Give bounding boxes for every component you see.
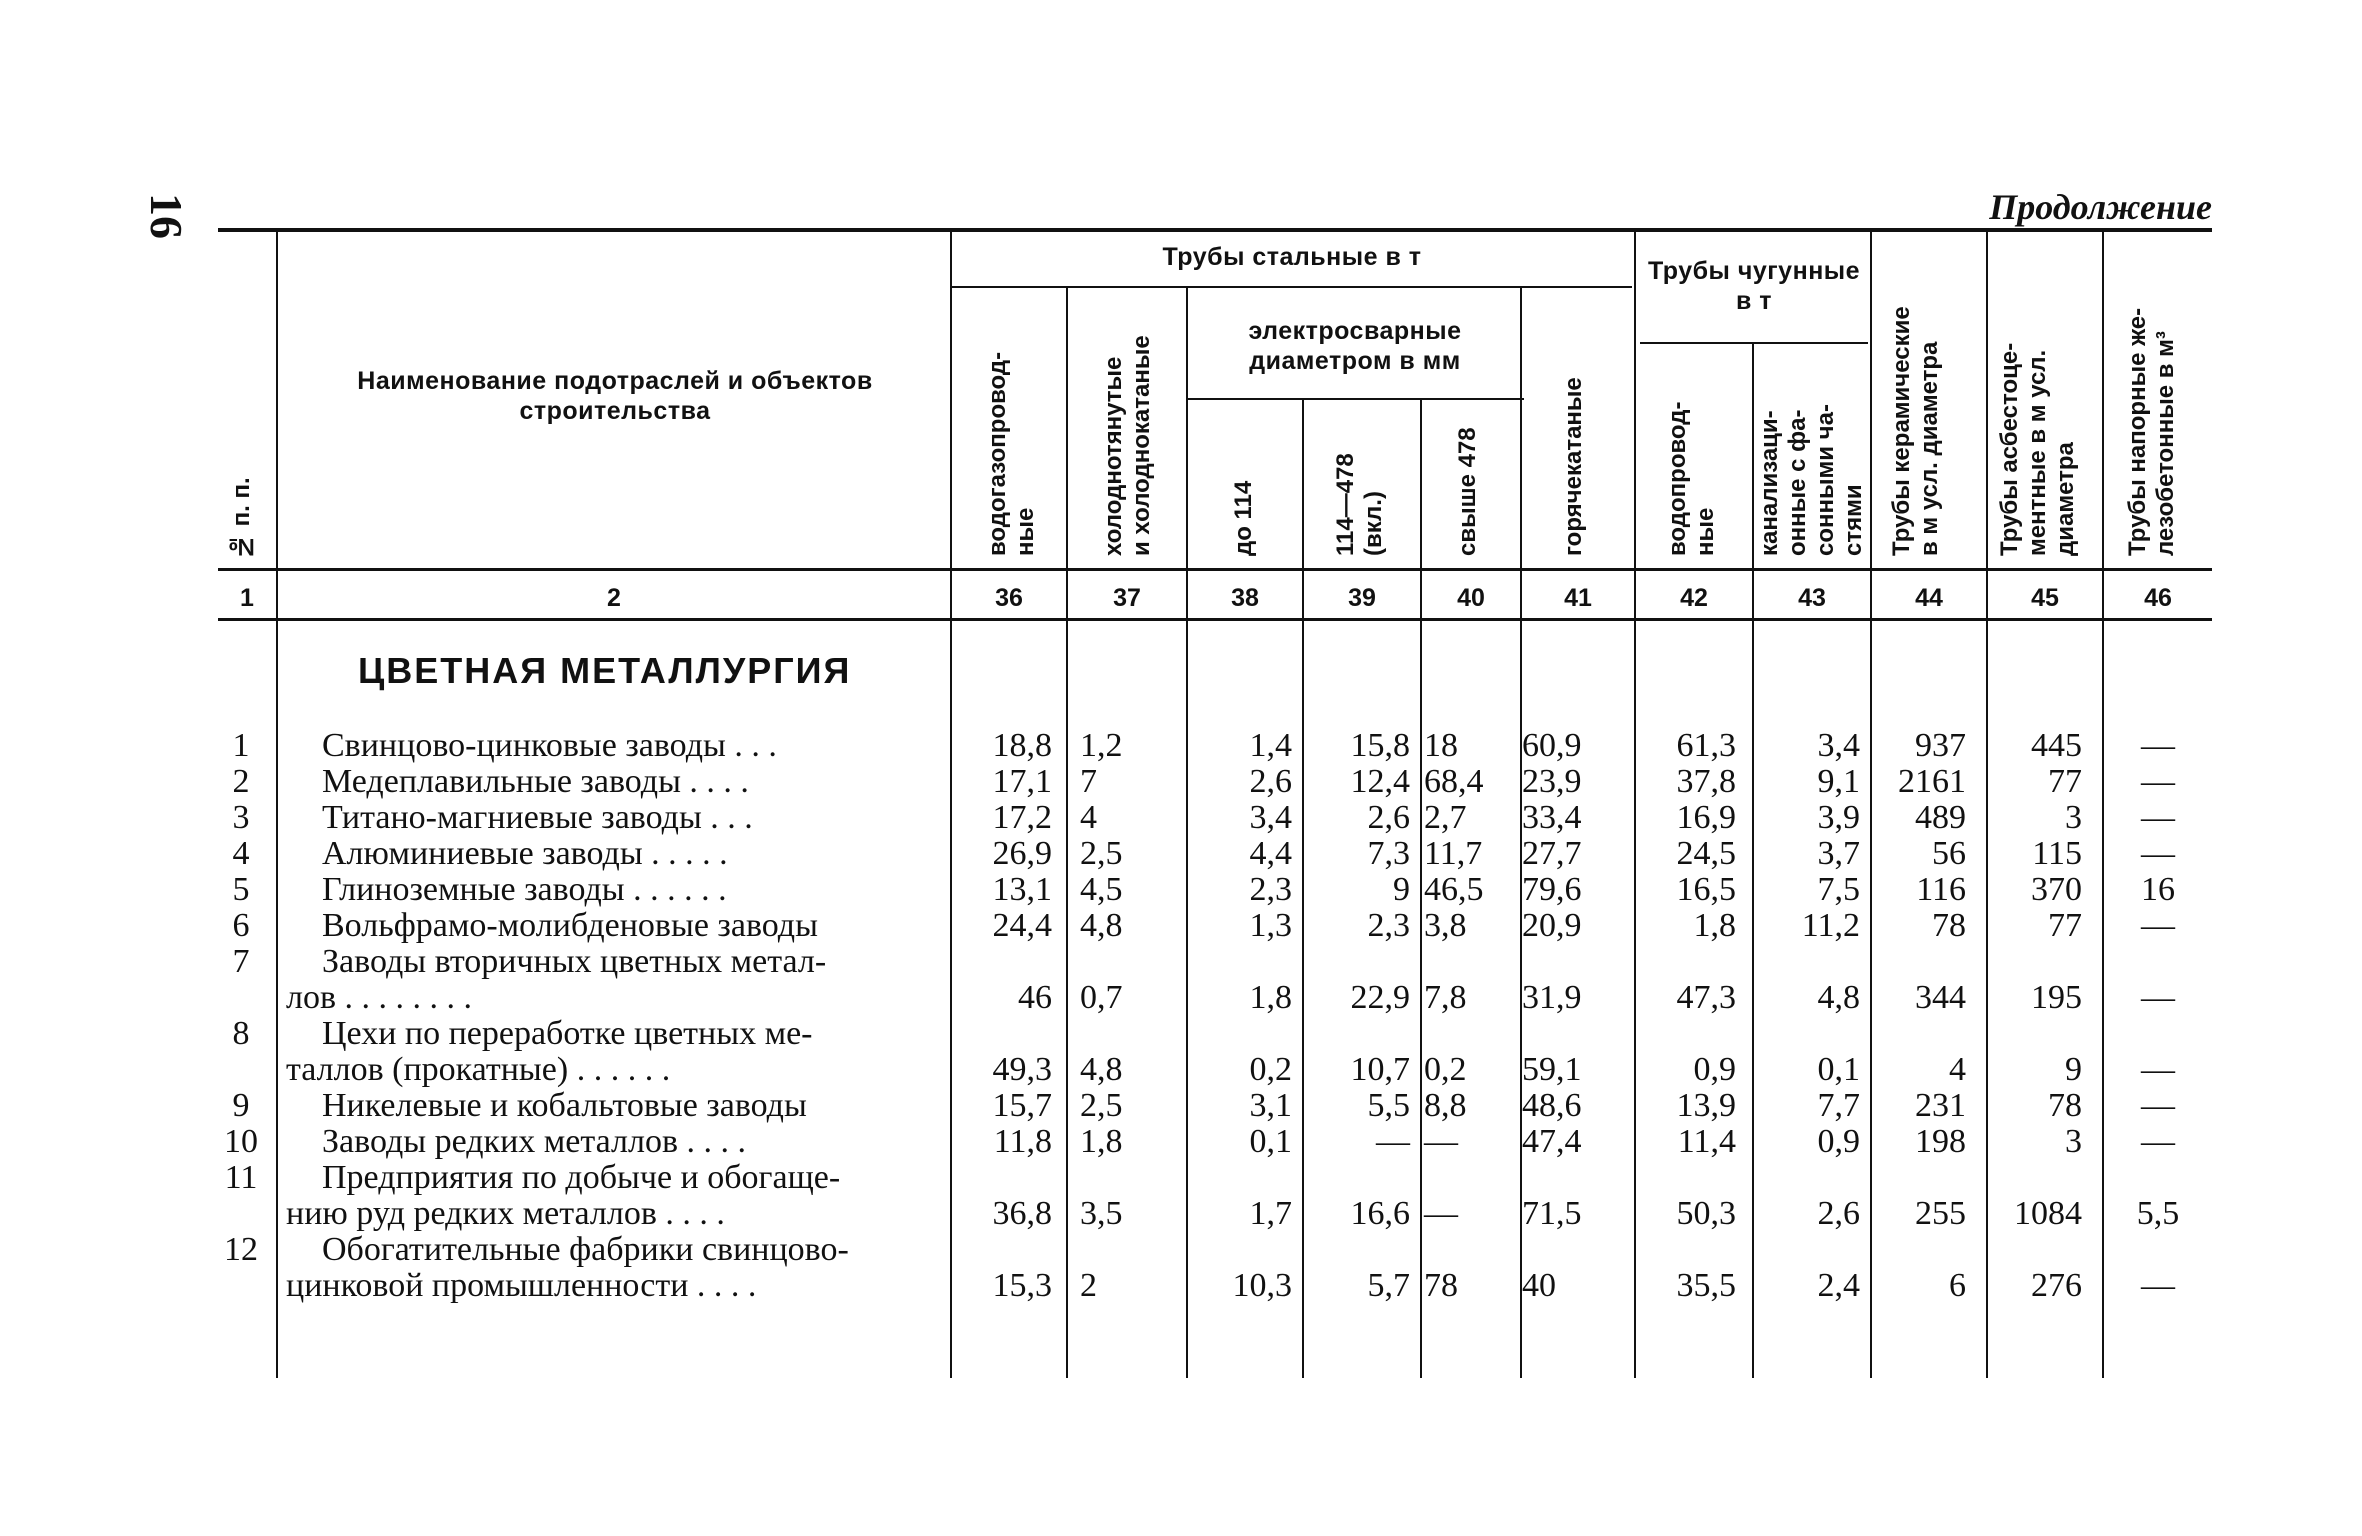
table-cell: 9,1 [1817,763,1860,800]
table-cell: 0,2 [1249,1051,1292,1088]
table-cell: 78 [2048,1087,2082,1124]
row-name [286,1088,936,1124]
table-cell: 15,3 [992,1267,1052,1304]
table-cell: 56 [1932,835,1966,872]
table-cell: 36,8 [992,1195,1052,1232]
table-cell: 49,3 [992,1051,1052,1088]
table-cell: 24,5 [1676,835,1736,872]
vline [1520,288,1522,622]
table-cell: 16,6 [1350,1195,1410,1232]
cast-group-rule [1640,342,1868,344]
row-name-line1: Никелевые и кобальтовые заводы [322,1088,807,1124]
header-asbestos: Трубы асбестоце- ментные в м усл. диаметра [1996,342,2079,556]
header-cast-group: Трубы чугунные в т [1647,257,1861,315]
table-cell: 46 [1018,979,1052,1016]
continuation-label: Продолжение [1989,187,2212,227]
table-cell: 2,5 [1080,1087,1123,1124]
table-cell: 71,5 [1522,1195,1582,1232]
table-cell: 231 [1915,1087,1966,1124]
table-cell: 3,9 [1817,799,1860,836]
table-cell: 10,7 [1350,1051,1410,1088]
table-cell: 0,1 [1249,1123,1292,1160]
row-name-line1: Глиноземные заводы . . . . . . [322,872,727,908]
row-name-line1: Алюминиевые заводы . . . . . [322,836,728,872]
table-cell: 2,7 [1424,799,1467,836]
table-cell: 370 [2031,871,2082,908]
table-cell: 5,5 [2136,1195,2180,1232]
table-cell: 1,8 [1693,907,1736,944]
table-cell: 16,9 [1676,799,1736,836]
table-cell: 11,7 [1424,835,1483,872]
table-cell: 9 [1393,871,1410,908]
header-steel-cold: холоднотянутые и холоднокатаные [1100,335,1155,556]
table-cell: — [2141,979,2175,1016]
table-cell: 78 [1932,907,1966,944]
table-cell: 46,5 [1424,871,1484,908]
table-cell: 2,3 [1367,907,1410,944]
row-name-line2: нию руд редких металлов . . . . [286,1196,725,1232]
table-cell: 10,3 [1232,1267,1292,1304]
row-name-line2: таллов (прокатные) . . . . . . [286,1052,671,1088]
table-cell: 2,6 [1367,799,1410,836]
table-cell: 0,2 [1424,1051,1467,1088]
table-cell: 78 [1424,1267,1458,1304]
table-cell: 13,9 [1676,1087,1736,1124]
table-cell: 3,5 [1080,1195,1123,1232]
row-number: 9 [232,1087,250,1124]
table-cell: 3,4 [1817,727,1860,764]
table-cell: 3,8 [1424,907,1467,944]
vline [276,232,278,622]
table-cell: 33,4 [1522,799,1582,836]
table-cell: 3 [2065,799,2082,836]
section-title: ЦВЕТНАЯ МЕТАЛЛУРГИЯ [358,650,852,691]
header-cast-water: водопровод- ные [1664,401,1719,556]
row-name-line1: Медеплавильные заводы . . . . [322,764,749,800]
vline [276,622,278,1378]
table-cell: — [2141,1051,2175,1088]
row-name-line1: Титано-магниевые заводы . . . [322,800,753,836]
header-steel-water-gas: водогазопровод- ные [984,351,1039,556]
row-number: 4 [232,835,250,872]
table-cell: 2,3 [1249,871,1292,908]
colnum-bottom-rule [218,618,2212,621]
row-name [286,1232,936,1268]
row-name [286,1124,936,1160]
row-number: 2 [232,763,250,800]
table-cell: 3,4 [1249,799,1292,836]
header-steel-group: Трубы стальные в т [1162,243,1422,271]
table-cell: 1084 [2014,1195,2082,1232]
table-cell: 344 [1915,979,1966,1016]
table-cell: — [2141,1087,2175,1124]
row-name [286,1160,936,1196]
table-cell: 1,4 [1249,727,1292,764]
table-cell: 7 [1080,763,1097,800]
table-cell: 445 [2031,727,2082,764]
vline [1066,622,1068,1378]
row-name-line1: Свинцово-цинковые заводы . . . [322,728,777,764]
row-number: 10 [224,1123,258,1160]
row-name-line2: лов . . . . . . . . [286,980,473,1016]
table-cell: 7,7 [1817,1087,1860,1124]
header-rc-pressure: Трубы напорные же- лезобетонные в м³ [2124,307,2179,556]
table-cell: 40 [1522,1267,1556,1304]
table-cell: 60,9 [1522,727,1582,764]
vline [1420,622,1422,1378]
table-cell: 4,8 [1080,1051,1123,1088]
table-cell: 4,4 [1249,835,1292,872]
vline [1634,232,1636,622]
table-cell: 77 [2048,763,2082,800]
table-cell: 4,8 [1080,907,1123,944]
table-cell: 2,6 [1817,1195,1860,1232]
row-number: 1 [232,727,250,764]
table-cell: 2,5 [1080,835,1123,872]
table-cell: 7,3 [1367,835,1410,872]
table-cell: 3 [2065,1123,2082,1160]
colnum-39: 39 [1348,584,1376,612]
table-cell: 2,4 [1817,1267,1860,1304]
table-cell: 195 [2031,979,2082,1016]
row-name [286,872,936,908]
table-cell: 255 [1915,1195,1966,1232]
steel-group-rule [952,286,1632,288]
table-cell: 5,7 [1367,1267,1410,1304]
row-name-line1: Вольфрамо-молибденовые заводы [322,908,818,944]
table-cell: 24,4 [992,907,1052,944]
row-number: 6 [232,907,250,944]
header-row-number: № п. п. [228,477,255,560]
table-cell: 1,3 [1249,907,1292,944]
table-cell: — [2141,835,2175,872]
table-cell: 4 [1080,799,1097,836]
table-cell: 22,9 [1350,979,1410,1016]
colnum-45: 45 [2031,584,2059,612]
table-cell: — [1424,1123,1458,1160]
table-cell: — [2141,1123,2175,1160]
header-name: Наименование подотраслей и объектов строительства [357,367,873,425]
table-cell: 4,5 [1080,871,1123,908]
table-cell: 11,4 [1677,1123,1736,1160]
table-cell: 47,4 [1522,1123,1582,1160]
table-cell: 1,7 [1249,1195,1292,1232]
row-number: 7 [232,943,250,980]
page-number: 16 [141,193,192,239]
table-cell: — [1424,1195,1458,1232]
table-cell: 59,1 [1522,1051,1582,1088]
table-cell: 17,2 [992,799,1052,836]
table-cell: 4 [1949,1051,1966,1088]
row-name [286,836,936,872]
table-cell: 2,6 [1249,763,1292,800]
table-cell: 5,5 [1367,1087,1410,1124]
table-cell: 937 [1915,727,1966,764]
table-cell: — [2141,1267,2175,1304]
table-cell: 77 [2048,907,2082,944]
top-rule [218,228,2212,232]
table-cell: 8,8 [1424,1087,1467,1124]
table-cell: 79,6 [1522,871,1582,908]
row-number: 5 [232,871,250,908]
table-cell: 27,7 [1522,835,1582,872]
header-ceramic: Трубы керамические в м усл. диаметра [1888,306,1943,556]
header-electro-over478: свыше 478 [1454,427,1481,556]
table-cell: 13,1 [992,871,1052,908]
row-name-line1: Предприятия по добыче и обогаще- [322,1160,841,1196]
table-cell: 17,1 [992,763,1052,800]
row-number: 12 [224,1231,258,1268]
table-cell: 26,9 [992,835,1052,872]
table-cell: 47,3 [1676,979,1736,1016]
row-name [286,1016,936,1052]
row-name [286,944,936,980]
colnum-40: 40 [1457,584,1485,612]
table-cell: — [2141,763,2175,800]
row-name-line1: Заводы вторичных цветных метал- [322,944,827,980]
colnum-43: 43 [1798,584,1826,612]
table-cell: 489 [1915,799,1966,836]
electro-group-rule [1188,398,1524,400]
table-cell: 276 [2031,1267,2082,1304]
row-name-line1: Обогатительные фабрики свинцово- [322,1232,849,1268]
table-cell: 16 [2141,871,2175,908]
colnum-1: 1 [240,584,254,612]
table-cell: 18 [1424,727,1458,764]
row-name [286,908,936,944]
table-cell: 4,8 [1817,979,1860,1016]
table-cell: 2161 [1898,763,1966,800]
table-cell: 68,4 [1424,763,1484,800]
row-number: 8 [232,1015,250,1052]
vline [1186,288,1188,622]
table-cell: 37,8 [1676,763,1736,800]
colnum-46: 46 [2144,584,2172,612]
colnum-42: 42 [1680,584,1708,612]
vline [1066,288,1068,622]
colnum-41: 41 [1564,584,1592,612]
table-cell: — [1376,1123,1410,1160]
colnum-37: 37 [1113,584,1141,612]
row-name [286,764,936,800]
vline [2102,232,2104,622]
header-cast-sewer: канализаци- онные с фа- сонными ча- стями [1756,404,1867,556]
table-cell: 18,8 [992,727,1052,764]
table-cell: 116 [1916,871,1966,908]
table-cell: 0,9 [1693,1051,1736,1088]
table-cell: 48,6 [1522,1087,1582,1124]
table-cell: 31,9 [1522,979,1582,1016]
row-number: 11 [224,1159,258,1196]
vline [950,232,952,622]
table-cell: 3,7 [1817,835,1860,872]
table-cell: 0,9 [1817,1123,1860,1160]
table-cell: 35,5 [1676,1267,1736,1304]
colnum-44: 44 [1915,584,1943,612]
table-cell: — [2141,907,2175,944]
table-cell: 61,3 [1676,727,1736,764]
header-electro-114-478: 114—478 (вкл.) [1332,453,1387,556]
table-cell: 11,2 [1801,907,1860,944]
table-cell: 7,8 [1424,979,1467,1016]
row-name-line1: Заводы редких металлов . . . . [322,1124,747,1160]
table-cell: — [2141,727,2175,764]
table-cell: 16,5 [1676,871,1736,908]
row-name-line1: Цехи по переработке цветных ме- [322,1016,813,1052]
table-cell: 1,2 [1080,727,1123,764]
table-cell: 3,1 [1249,1087,1292,1124]
header-bottom-rule [218,568,2212,571]
table-cell: 9 [2065,1051,2082,1088]
table-cell: 0,1 [1817,1051,1860,1088]
table-cell: 115 [2032,835,2082,872]
table-cell: 20,9 [1522,907,1582,944]
vline [1870,232,1872,622]
header-electro-group: электросварные диаметром в мм [1248,317,1462,375]
table-cell: 1,8 [1249,979,1292,1016]
colnum-38: 38 [1231,584,1259,612]
table-cell: 0,7 [1080,979,1123,1016]
table-cell: 2 [1080,1267,1097,1304]
row-name-line2: цинковой промышленности . . . . [286,1268,757,1304]
table-cell: 1,8 [1080,1123,1123,1160]
table-cell: 11,8 [993,1123,1052,1160]
table-cell: 15,8 [1350,727,1410,764]
table-cell: 198 [1915,1123,1966,1160]
row-name [286,800,936,836]
table-cell: 7,5 [1817,871,1860,908]
colnum-36: 36 [995,584,1023,612]
colnum-2: 2 [607,584,621,612]
header-steel-hot: горячекатаные [1560,377,1587,556]
row-number: 3 [232,799,250,836]
table-cell: 15,7 [992,1087,1052,1124]
vline [1986,232,1988,622]
table-cell: 12,4 [1350,763,1410,800]
table-cell: 23,9 [1522,763,1582,800]
table-cell: 6 [1949,1267,1966,1304]
table-cell: — [2141,799,2175,836]
table-cell: 50,3 [1676,1195,1736,1232]
header-electro-upto114: до 114 [1230,480,1257,556]
row-name [286,728,936,764]
